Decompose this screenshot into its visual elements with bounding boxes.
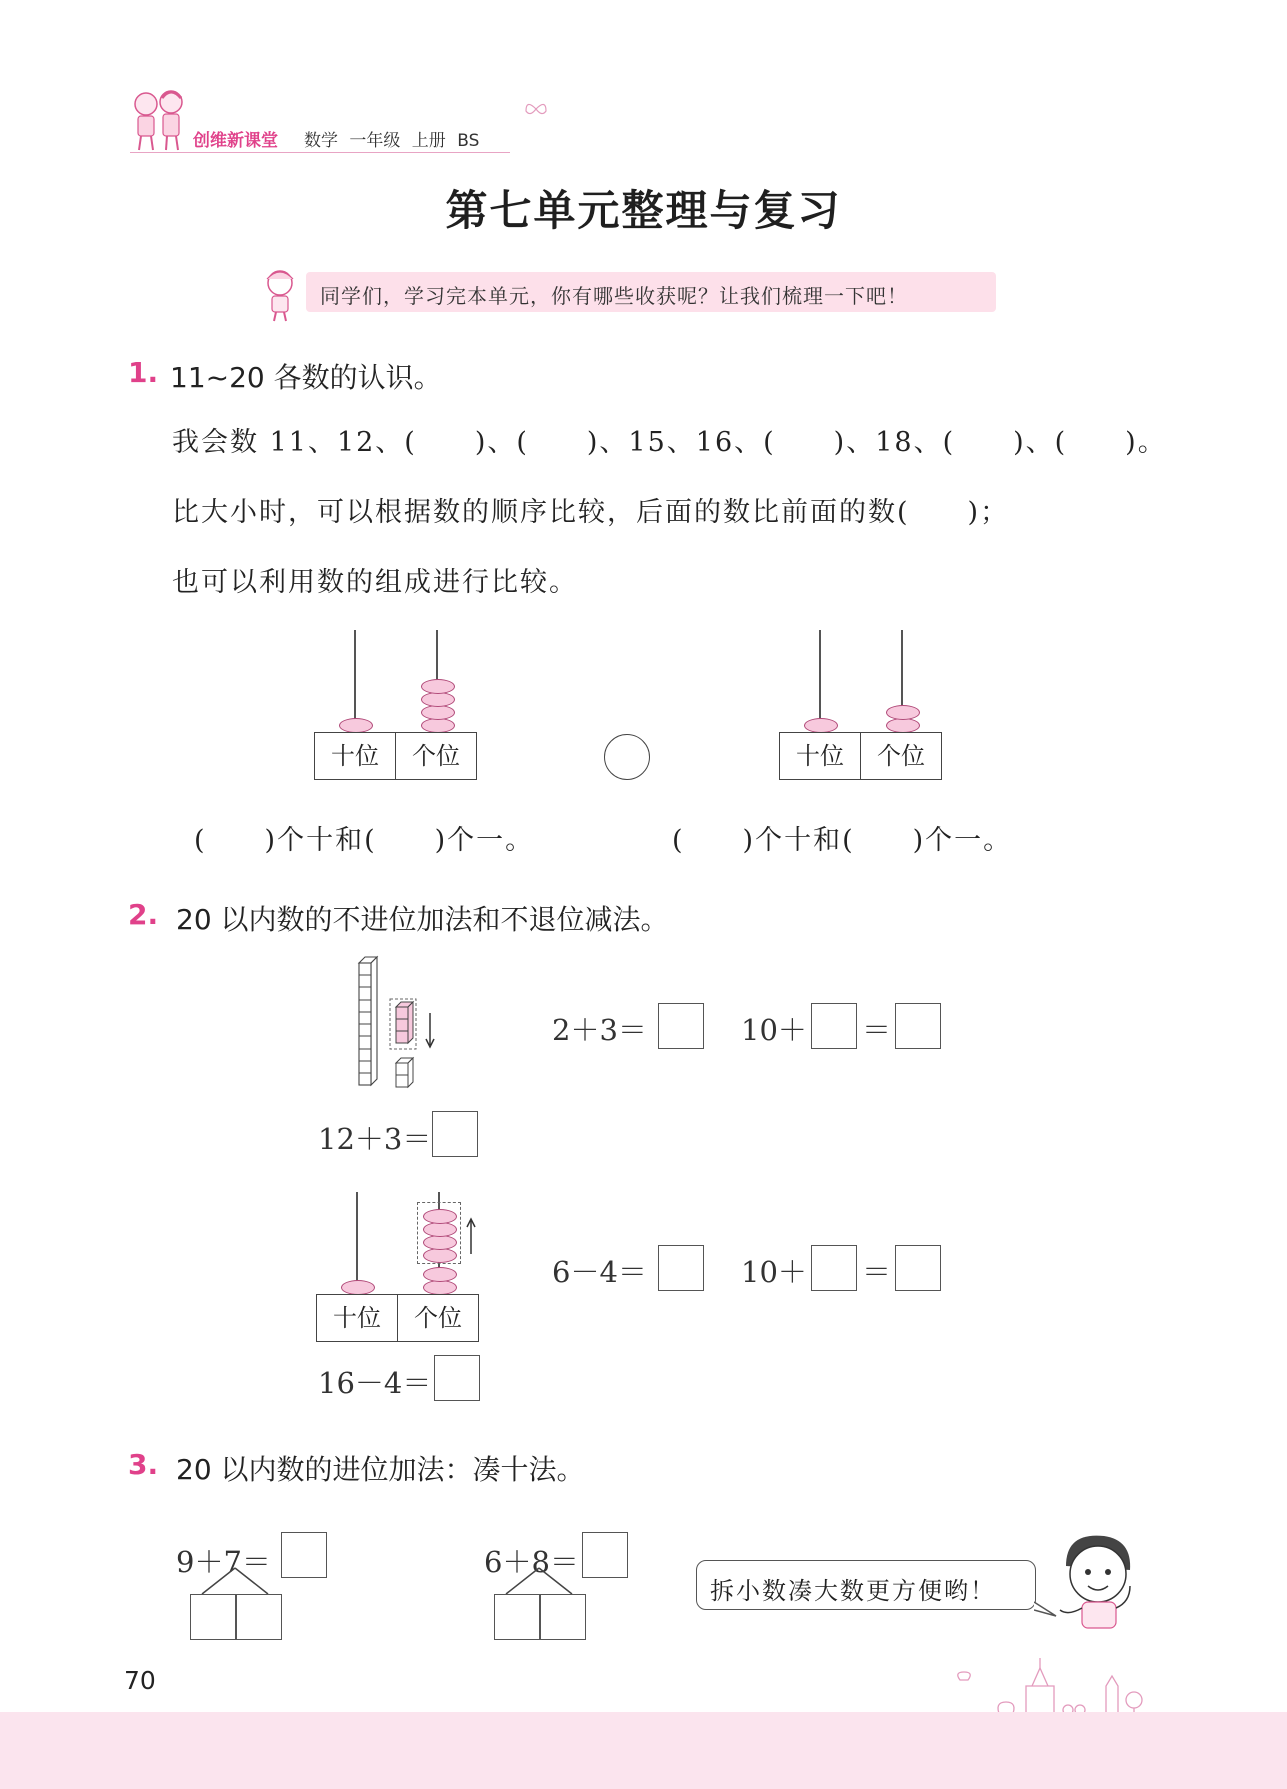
bead <box>421 679 455 694</box>
bead <box>421 692 455 707</box>
section-2-title: 20 以内数的不进位加法和不退位减法。 <box>176 903 669 936</box>
bead <box>886 718 920 733</box>
split-box[interactable] <box>236 1594 282 1640</box>
answer-box[interactable] <box>811 1003 857 1049</box>
split-lines <box>190 1566 280 1596</box>
ones-place-label: 个位 <box>395 732 477 780</box>
header-divider <box>130 152 510 153</box>
split-box[interactable] <box>540 1594 586 1640</box>
bead <box>804 718 838 733</box>
add-tens-expr: 10＋ <box>741 1013 807 1047</box>
bead <box>423 1248 457 1263</box>
tens-place-label: 十位 <box>316 1294 398 1342</box>
composition-line: 也可以利用数的组成进行比较。 <box>172 567 578 598</box>
bead <box>886 705 920 720</box>
answer-box[interactable] <box>658 1003 704 1049</box>
bead <box>421 705 455 720</box>
footer-band <box>0 1712 1287 1789</box>
add-main-expr: 12＋3＝ <box>318 1122 432 1156</box>
make-ten-expr-1: 9＋7＝ <box>176 1545 271 1579</box>
answer-box[interactable] <box>895 1003 941 1049</box>
page-title: 第七单元整理与复习 <box>445 186 842 235</box>
fill-left: ( )个十和( )个一。 <box>194 825 535 856</box>
make-ten-expr-2: 6＋8＝ <box>484 1545 579 1579</box>
split-lines <box>494 1566 584 1596</box>
student-character-icon <box>258 266 304 322</box>
bead <box>423 1222 457 1237</box>
bead <box>423 1235 457 1250</box>
split-box[interactable] <box>190 1594 236 1640</box>
abacus-left <box>314 630 480 780</box>
answer-box[interactable] <box>895 1245 941 1291</box>
equals-sign: ＝ <box>862 1013 892 1047</box>
bead <box>421 718 455 733</box>
bead <box>423 1267 457 1282</box>
up-arrow-icon <box>464 1216 478 1256</box>
compare-circle[interactable] <box>604 734 650 780</box>
tip-text: 拆小数凑大数更方便哟！ <box>710 1577 996 1605</box>
answer-box[interactable] <box>658 1245 704 1291</box>
abacus-right <box>779 630 945 780</box>
bead <box>341 1280 375 1295</box>
ones-place-label: 个位 <box>397 1294 479 1342</box>
section-3-title: 20 以内数的进位加法：凑十法。 <box>176 1453 585 1486</box>
ones-place-label: 个位 <box>860 732 942 780</box>
counting-line: 我会数 11、12、( )、( )、15、16、( )、18、( )、( )。 <box>172 427 1167 458</box>
tens-rod <box>819 630 821 732</box>
page-number: 70 <box>124 1666 156 1695</box>
castle-decoration-icon <box>940 1654 1160 1718</box>
split-box[interactable] <box>494 1594 540 1640</box>
fill-right: ( )个十和( )个一。 <box>672 825 1013 856</box>
tens-place-label: 十位 <box>314 732 396 780</box>
abacus-subtraction <box>316 1192 506 1344</box>
section-2-number: 2. <box>128 898 159 931</box>
tens-place-label: 十位 <box>779 732 861 780</box>
bead <box>423 1209 457 1224</box>
equals-sign: ＝ <box>862 1255 892 1289</box>
sub-tens-expr: 10＋ <box>741 1255 807 1289</box>
brand-name: 创维新课堂 <box>193 131 278 151</box>
section-3-number: 3. <box>128 1448 159 1481</box>
answer-box[interactable] <box>281 1532 327 1578</box>
butterfly-icon <box>524 100 548 118</box>
bead <box>339 718 373 733</box>
answer-box[interactable] <box>432 1111 478 1157</box>
book-subject: 数学 一年级 上册 BS <box>304 131 480 151</box>
kids-logo-illustration <box>126 86 192 154</box>
sub-ones-expr: 6－4＝ <box>552 1255 647 1289</box>
answer-box[interactable] <box>811 1245 857 1291</box>
compare-rule-line: 比大小时，可以根据数的顺序比较，后面的数比前面的数( )； <box>172 497 1010 528</box>
tens-rod <box>354 630 356 732</box>
section-1-title: 11~20 各数的认识。 <box>170 361 442 394</box>
boy-character-icon <box>1046 1530 1142 1640</box>
section-1-number: 1. <box>128 356 159 389</box>
answer-box[interactable] <box>582 1532 628 1578</box>
answer-box[interactable] <box>434 1355 480 1401</box>
bead <box>423 1280 457 1295</box>
ten-rod-and-cubes-illustration <box>356 955 440 1095</box>
sub-main-expr: 16－4＝ <box>318 1366 432 1400</box>
tens-rod <box>356 1192 358 1294</box>
add-ones-expr: 2＋3＝ <box>552 1013 647 1047</box>
intro-text: 同学们，学习完本单元，你有哪些收获呢？让我们梳理一下吧！ <box>320 284 908 308</box>
